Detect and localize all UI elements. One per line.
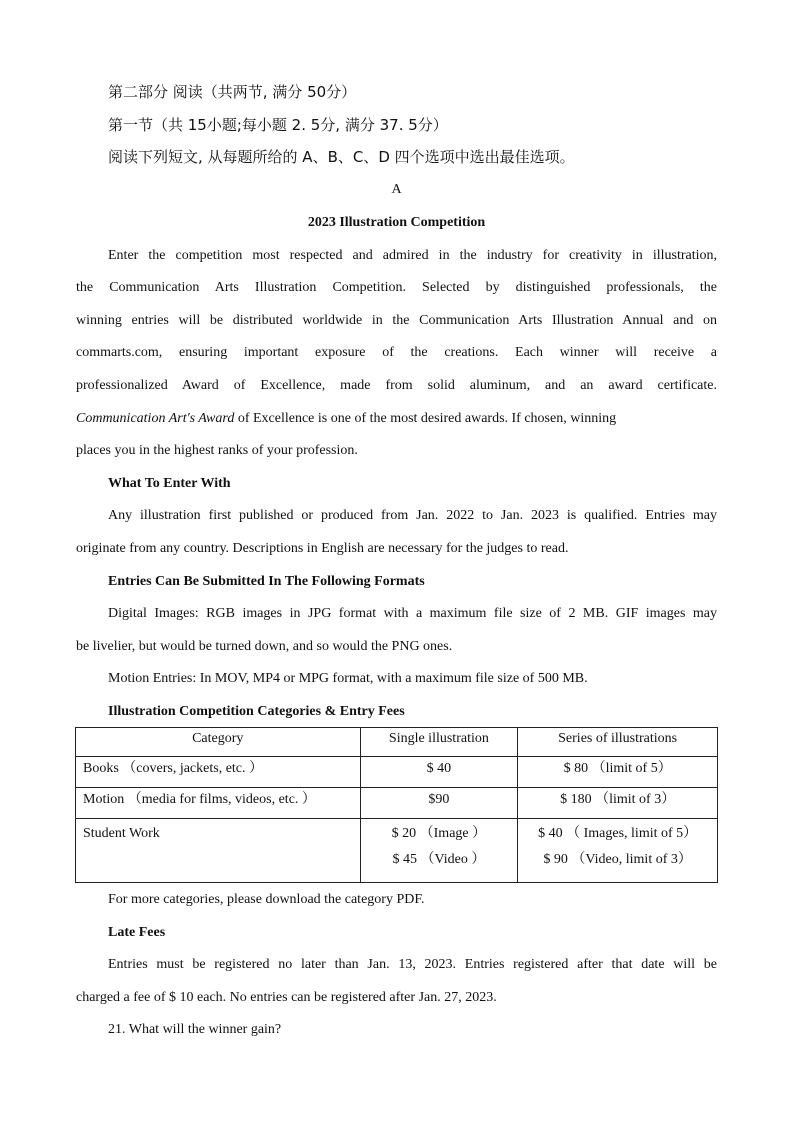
what-heading: What To Enter With <box>108 476 231 491</box>
fees-table <box>75 727 718 883</box>
books-series: $ 80 （limit of 5） <box>518 757 718 788</box>
table-row <box>76 819 718 883</box>
intro-line-4: commarts.com, ensuring important exposure of the creations. Each winner will receive a <box>76 345 717 360</box>
table-header-row <box>76 728 718 757</box>
table-row <box>76 788 718 819</box>
late-fees-heading: Late Fees <box>108 925 166 940</box>
intro-line-6-rest: of Excellence is one of the most desired awards. If chosen, winning <box>234 411 617 426</box>
formats-heading: Entries Can Be Submitted In The Following Formats <box>108 574 425 589</box>
motion-single: $90 <box>360 788 518 819</box>
student-single-video: $ 45 （Video ） <box>392 852 486 867</box>
late-line-2: charged a fee of $ 10 each. No entries can be registered after Jan. 27, 2023. <box>76 990 497 1005</box>
header-single: Single illustration <box>360 728 518 757</box>
part-heading: 第二部分 阅读（共两节, 满分 50分） <box>108 83 357 101</box>
intro-line-6 <box>76 410 616 428</box>
reading-instruction: 阅读下列短文, 从每题所给的 A、B、C、D 四个选项中选出最佳选项。 <box>108 148 575 166</box>
motion-category: Motion （media for films, videos, etc. ） <box>76 788 361 819</box>
what-line-2: originate from any country. Descriptions in English are necessary for the judges to read. <box>76 541 569 556</box>
table-row <box>76 757 718 788</box>
student-series-images: $ 40 （ Images, limit of 5） <box>538 826 698 841</box>
intro-line-2: the Communication Arts Illustration Competition. Selected by distinguished professionals, the <box>76 280 717 295</box>
passage-title: 2023 Illustration Competition <box>307 215 486 230</box>
intro-line-3: winning entries will be distributed worldwide in the Communication Arts Illustration Annual and on <box>76 313 717 328</box>
intro-line-7: places you in the highest ranks of your profession. <box>76 443 358 458</box>
question-21: 21. What will the winner gain? <box>108 1022 282 1037</box>
student-category: Student Work <box>76 819 361 883</box>
what-line-1: Any illustration first published or produced from Jan. 2022 to Jan. 2023 is qualified. Entries may <box>108 508 717 523</box>
digital-line-1: Digital Images: RGB images in JPG format with a maximum file size of 2 MB. GIF images may <box>108 606 717 621</box>
passage-letter: A <box>391 182 402 197</box>
motion-series: $ 180 （limit of 3） <box>518 788 718 819</box>
fees-heading: Illustration Competition Categories & Entry Fees <box>108 704 405 719</box>
motion-line: Motion Entries: In MOV, MP4 or MPG format, with a maximum file size of 500 MB. <box>108 671 588 686</box>
student-single-image: $ 20 （Image ） <box>391 826 487 841</box>
intro-line-1: Enter the competition most respected and admired in the industry for creativity in illustration, <box>108 248 717 263</box>
books-single: $ 40 <box>360 757 518 788</box>
intro-line-5: professionalized Award of Excellence, made from solid aluminum, and an award certificate. <box>76 378 717 393</box>
books-category: Books （covers, jackets, etc. ） <box>76 757 361 788</box>
header-series: Series of illustrations <box>518 728 718 757</box>
student-single <box>360 819 518 883</box>
student-series <box>518 819 718 883</box>
late-line-1: Entries must be registered no later than Jan. 13, 2023. Entries registered after that date will be <box>108 957 717 972</box>
award-name-italic: Communication Art's Award <box>76 411 235 426</box>
header-category: Category <box>76 728 361 757</box>
digital-line-2: be livelier, but would be turned down, and so would the PNG ones. <box>76 639 453 654</box>
student-series-video: $ 90 （Video, limit of 3） <box>543 852 692 867</box>
more-categories-line: For more categories, please download the category PDF. <box>108 892 425 907</box>
section-heading: 第一节（共 15小题;每小题 2. 5分, 满分 37. 5分） <box>108 116 448 134</box>
